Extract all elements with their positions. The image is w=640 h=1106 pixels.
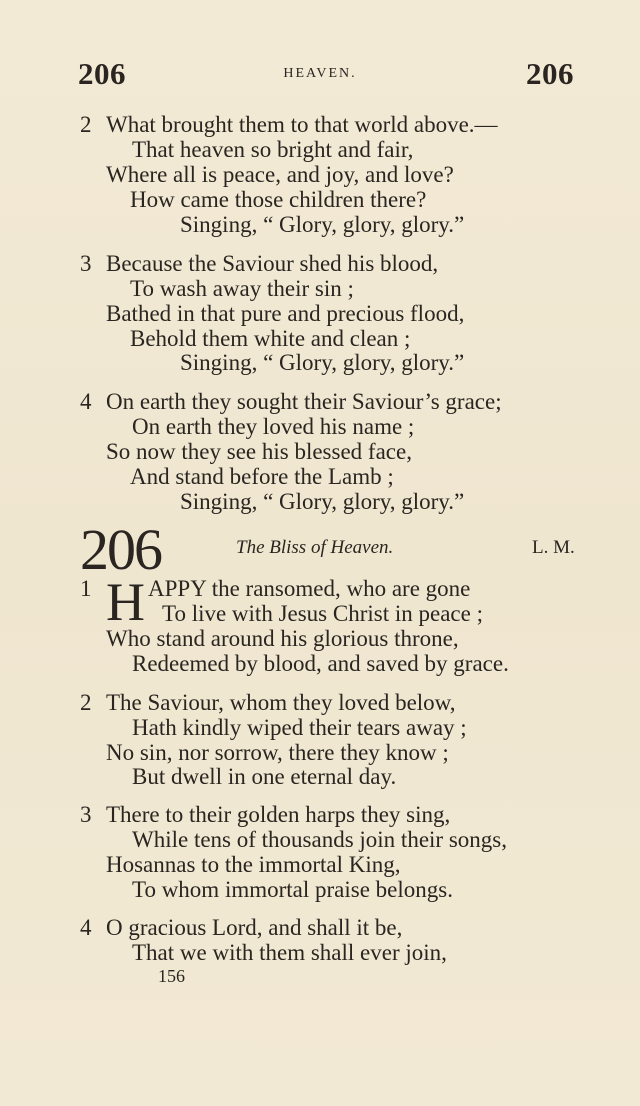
drop-cap: H — [106, 572, 145, 632]
page-number-left: 206 — [78, 56, 126, 91]
verse-line: Singing, “ Glory, glory, glory.” — [180, 489, 465, 514]
verse-line: But dwell in one eternal day. — [132, 764, 397, 789]
verse-line: On earth they loved his name ; — [132, 414, 415, 439]
verse-line: To whom immortal praise belongs. — [132, 877, 453, 902]
page-footer-number: 156 — [158, 966, 185, 986]
verse-line: Hosannas to the immortal King, — [106, 852, 401, 877]
verse-line: Redeemed by blood, and saved by grace. — [132, 651, 509, 676]
verse-line: Bathed in that pure and precious flood, — [106, 301, 465, 326]
verse-line: How came those children there? — [130, 187, 427, 212]
hymn-meter: L. M. — [532, 537, 575, 558]
verse-line: APPY the ransomed, who are gone — [148, 576, 471, 601]
verse-line: To wash away their sin ; — [130, 276, 354, 301]
verse-line: Who stand around his glorious throne, — [106, 626, 459, 651]
page-number-right: 206 — [526, 56, 574, 91]
verse-line: And stand before the Lamb ; — [130, 464, 394, 489]
verse-line: That we with them shall ever join, — [132, 940, 447, 965]
stanza-number: 3 — [80, 251, 92, 276]
verse-line: On earth they sought their Saviour’s grace; — [106, 389, 502, 414]
stanza-number: 4 — [80, 389, 92, 414]
verse-line: Hath kindly wiped their tears away ; — [132, 715, 467, 740]
verse-line: Singing, “ Glory, glory, glory.” — [180, 212, 465, 237]
running-title: HEAVEN. — [283, 66, 357, 81]
verse-line: O gracious Lord, and shall it be, — [106, 915, 403, 940]
stanza-number: 2 — [80, 690, 92, 715]
verse-line: Singing, “ Glory, glory, glory.” — [180, 350, 465, 375]
verse-line: To live with Jesus Christ in peace ; — [162, 601, 483, 626]
verse-line: That heaven so bright and fair, — [132, 137, 414, 162]
hymn-title: The Bliss of Heaven. — [236, 537, 394, 558]
verse-line: The Saviour, whom they loved below, — [106, 690, 456, 715]
stanza-number: 1 — [80, 576, 92, 601]
verse-line: So now they see his blessed face, — [106, 439, 412, 464]
verse-line: Where all is peace, and joy, and love? — [106, 162, 454, 187]
verse-line: There to their golden harps they sing, — [106, 802, 451, 827]
verse-line: Because the Saviour shed his blood, — [106, 251, 439, 276]
verse-line: What brought them to that world above.— — [106, 112, 498, 137]
stanza-number: 3 — [80, 802, 92, 827]
verse-line: No sin, nor sorrow, there they know ; — [106, 740, 449, 765]
stanza-number: 2 — [80, 112, 92, 137]
verse-line: Behold them white and clean ; — [130, 326, 411, 351]
verse-line: While tens of thousands join their songs, — [132, 827, 507, 852]
stanza-number: 4 — [80, 915, 92, 940]
hymn-number: 206 — [80, 517, 161, 582]
